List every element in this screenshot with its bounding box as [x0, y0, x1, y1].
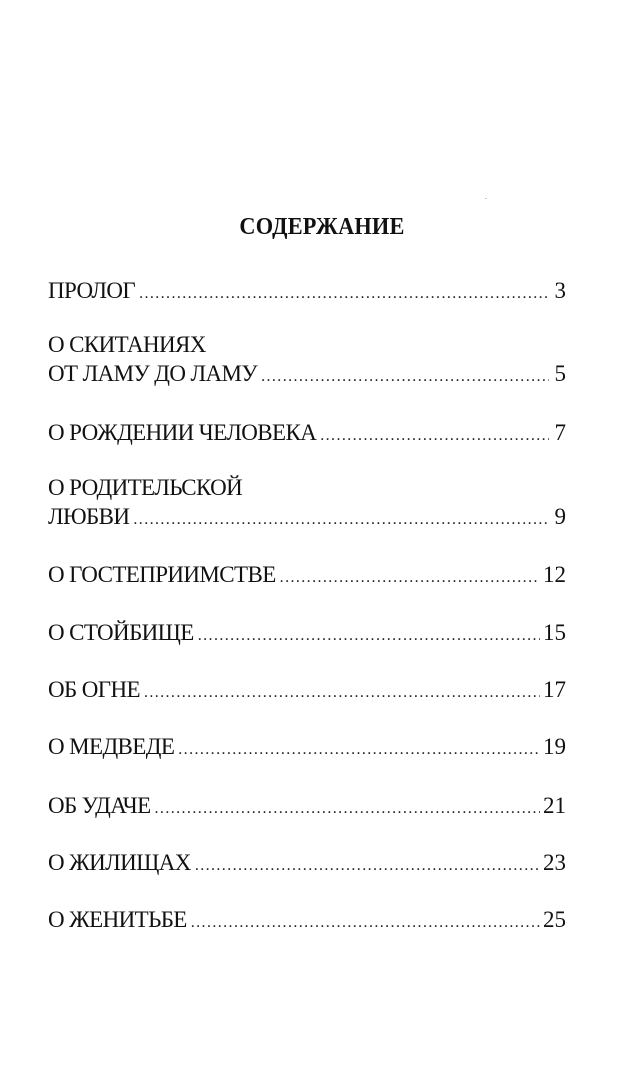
toc-dot-leader	[198, 621, 540, 650]
toc-dot-leader	[280, 563, 540, 592]
toc-page-number: 5	[554, 361, 566, 386]
toc-page-number: 12	[543, 562, 566, 587]
toc-dot-leader	[178, 735, 540, 764]
toc-entry-title: О ЖЕНИТЬБЕ	[48, 907, 187, 932]
toc-dot-leader	[195, 851, 540, 880]
toc-entry-title: О ЖИЛИЩАХ	[48, 850, 191, 875]
toc-entry	[48, 905, 566, 937]
toc-page-number: 17	[543, 677, 566, 702]
toc-dot-leader	[191, 908, 540, 937]
toc-dot-leader	[261, 362, 549, 391]
toc-entry-title: ОБ ОГНЕ	[48, 677, 140, 702]
toc-entry	[48, 276, 566, 308]
toc-entry	[48, 848, 566, 880]
toc-entry-title: ПРОЛОГ	[48, 278, 136, 303]
toc-page-number: 19	[543, 734, 566, 759]
toc-title: СОДЕРЖАНИЕ	[239, 214, 405, 240]
toc-entry-title: ЛЮБВИ	[48, 504, 130, 529]
toc-entry	[48, 732, 566, 764]
toc-page-number: 3	[554, 278, 566, 303]
toc-entry	[48, 330, 566, 391]
toc-entry-title: ОБ УДАЧЕ	[48, 793, 151, 818]
toc-page-number: 9	[554, 504, 566, 529]
toc-entry-title: ОТ ЛАМУ ДО ЛАМУ	[48, 361, 258, 386]
toc-page-number: 15	[543, 620, 566, 645]
toc-dot-leader	[320, 421, 549, 450]
toc-page-number: 25	[543, 907, 566, 932]
toc-entry	[48, 418, 566, 450]
toc-dot-leader	[133, 505, 549, 534]
toc-page-number: 7	[554, 420, 566, 445]
toc-entry	[48, 560, 566, 592]
toc-entry	[48, 618, 566, 650]
toc-entry	[48, 675, 566, 707]
toc-entry-title: О ГОСТЕПРИИМСТВЕ	[48, 562, 276, 587]
toc-page-number: 21	[543, 793, 566, 818]
toc-entry-title: О РОЖДЕНИИ ЧЕЛОВЕКА	[48, 420, 317, 445]
toc-dot-leader	[139, 279, 549, 308]
toc-dot-leader	[155, 794, 540, 823]
scan-speck	[485, 198, 487, 199]
toc-page-number: 23	[543, 850, 566, 875]
toc-entry	[48, 473, 566, 534]
toc-entry-title: О МЕДВЕДЕ	[48, 734, 175, 759]
toc-entry	[48, 791, 566, 823]
toc-dot-leader	[144, 678, 540, 707]
toc-entry-title: О СТОЙБИЩЕ	[48, 620, 194, 645]
toc-entry-title-line: О СКИТАНИЯХ	[48, 332, 206, 357]
toc-entry-title-line: О РОДИТЕЛЬСКОЙ	[48, 475, 243, 500]
